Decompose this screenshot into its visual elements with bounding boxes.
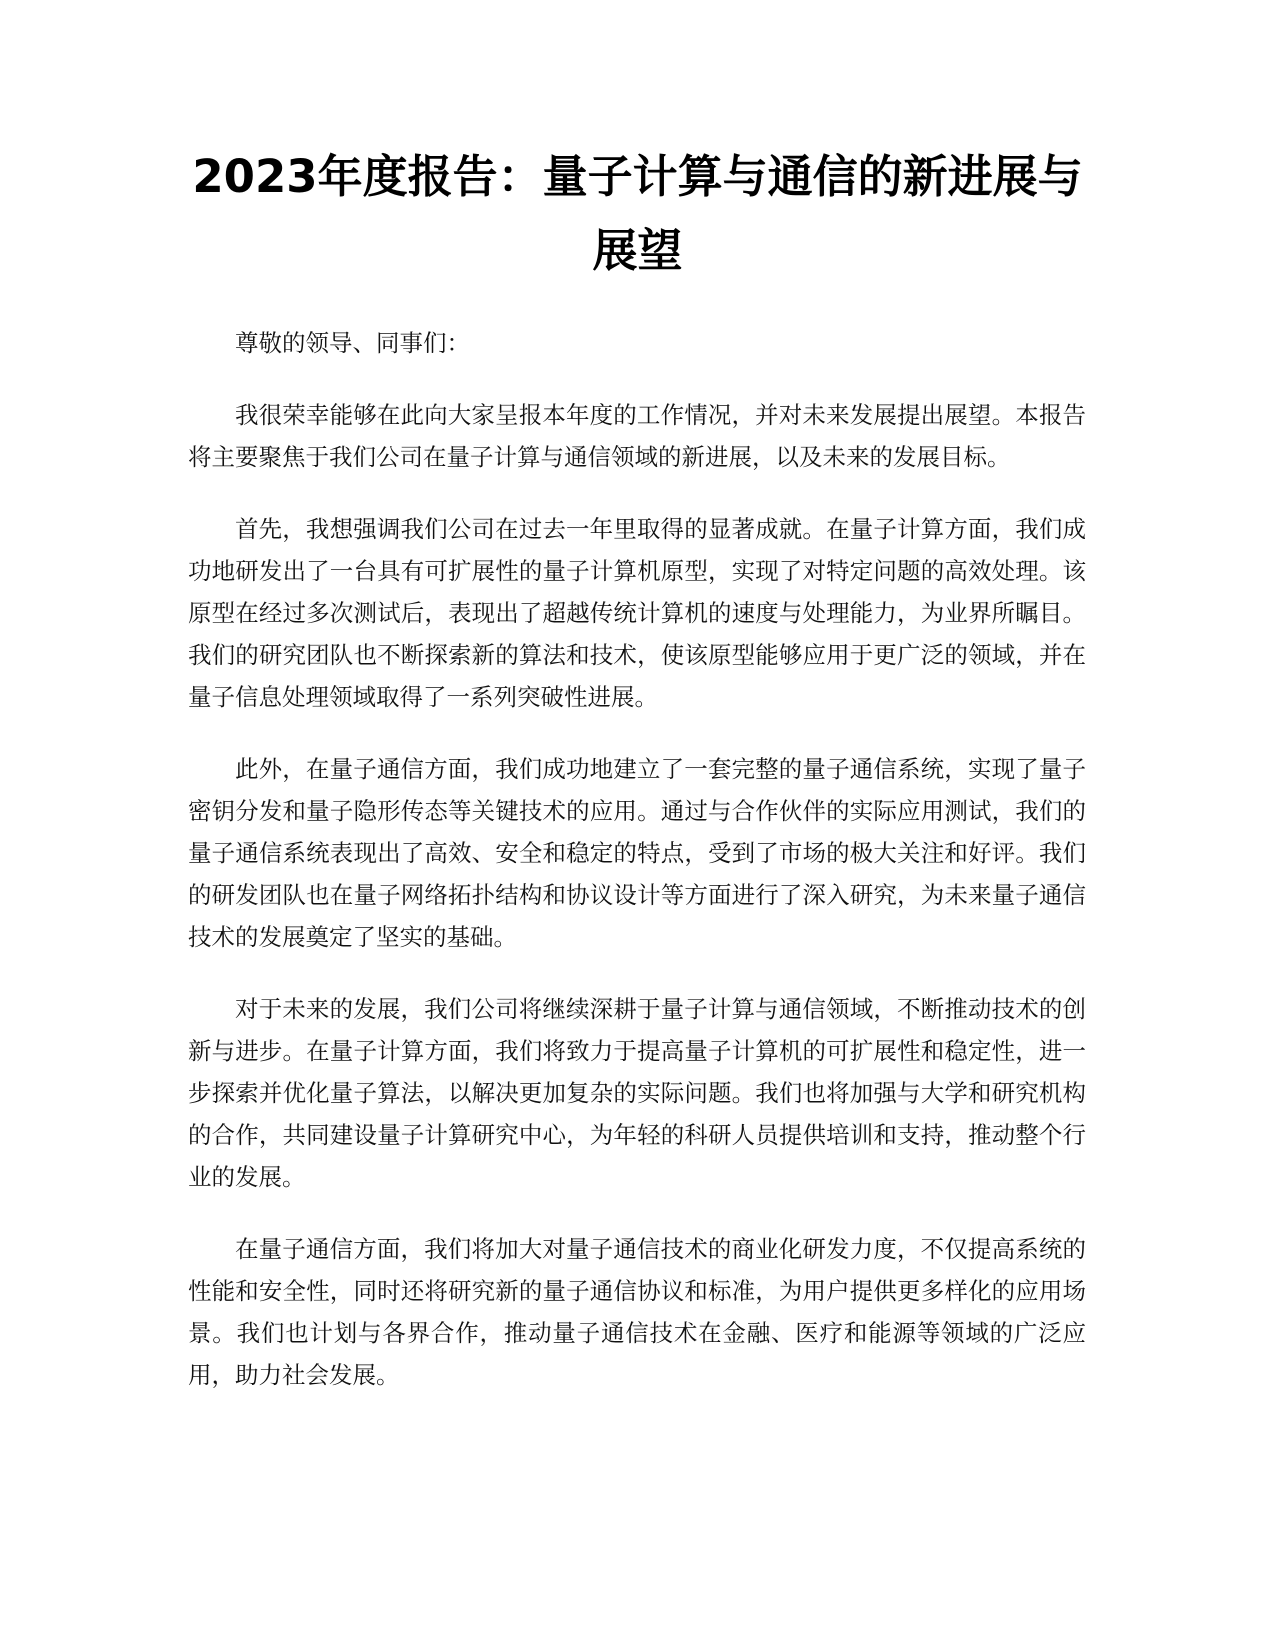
paragraph-communication-achievements: 此外，在量子通信方面，我们成功地建立了一套完整的量子通信系统，实现了量子密钥分发和量子隐形传态等关键技术的应用。通过与合作伙伴的实际应用测试，我们的量子通信系统表现出了高效、安全和稳定的特点，受到了市场的极大关注和好评。我们的研发团队也在量子网络拓扑结构和协议设计等方面进行了深入研究，为未来量子通信技术的发展奠定了坚实的基础。 xyxy=(188,755,1086,951)
paragraph-salutation: 尊敬的领导、同事们： xyxy=(235,329,470,357)
paragraph-future-computing: 对于未来的发展，我们公司将继续深耕于量子计算与通信领域，不断推动技术的创新与进步。在量子计算方面，我们将致力于提高量子计算机的可扩展性和稳定性，进一步探索并优化量子算法，以解决更加复杂的实际问题。我们也将加强与大学和研究机构的合作，共同建设量子计算研究中心，为年轻的科研人员提供培训和支持，推动整个行业的发展。 xyxy=(188,995,1086,1191)
paragraph-future-communication: 在量子通信方面，我们将加大对量子通信技术的商业化研发力度，不仅提高系统的性能和安全性，同时还将研究新的量子通信协议和标准，为用户提供更多样化的应用场景。我们也计划与各界合作，推动量子通信技术在金融、医疗和能源等领域的广泛应用，助力社会发展。 xyxy=(188,1235,1086,1389)
document-body xyxy=(188,322,1086,1426)
paragraph-computing-achievements: 首先，我想强调我们公司在过去一年里取得的显著成就。在量子计算方面，我们成功地研发出了一台具有可扩展性的量子计算机原型，实现了对特定问题的高效处理。该原型在经过多次测试后，表现出了超越传统计算机的速度与处理能力，为业界所瞩目。我们的研究团队也不断探索新的算法和技术，使该原型能够应用于更广泛的领域，并在量子信息处理领域取得了一系列突破性进展。 xyxy=(188,515,1086,711)
document-title: 2023年度报告：量子计算与通信的新进展与展望 xyxy=(192,150,1083,277)
paragraph-intro: 我很荣幸能够在此向大家呈报本年度的工作情况，并对未来发展提出展望。本报告将主要聚焦于我们公司在量子计算与通信领域的新进展，以及未来的发展目标。 xyxy=(188,401,1086,471)
